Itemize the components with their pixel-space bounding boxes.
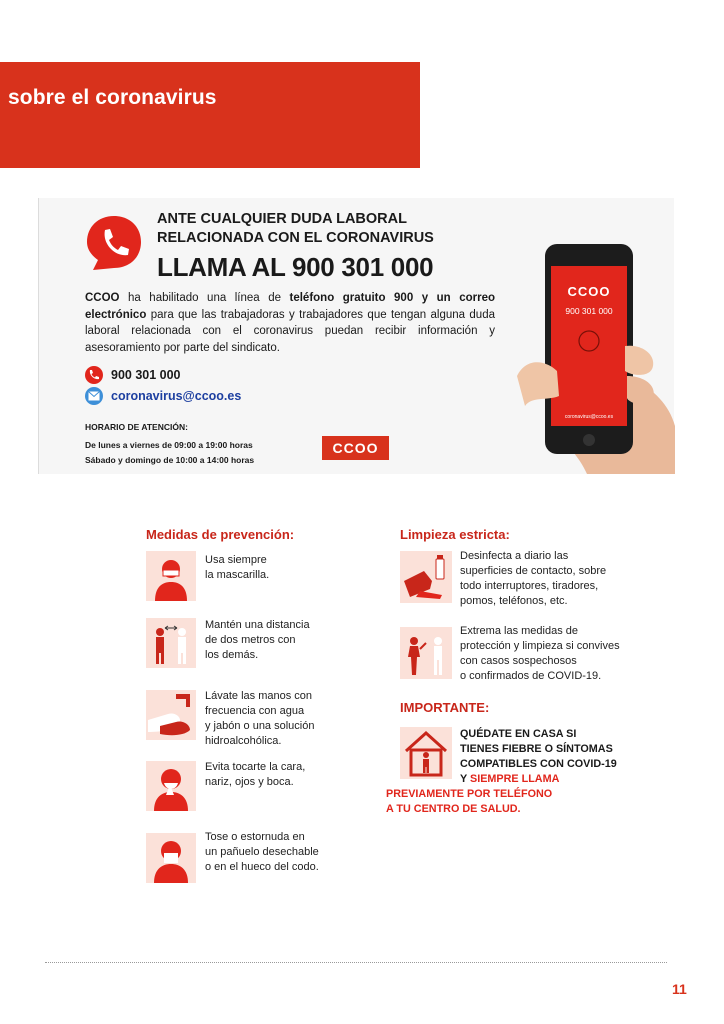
- contact-email[interactable]: coronavirus@ccoo.es: [85, 387, 241, 405]
- call-number-heading: LLAMA AL 900 301 000: [157, 252, 434, 282]
- cough-tissue-icon: [146, 833, 196, 883]
- phone-speech-bubble-icon: [85, 214, 143, 272]
- distance-icon: [146, 618, 196, 668]
- email-icon: [85, 387, 103, 405]
- prevention-item-5: Tose o estornuda en un pañuelo desechable o en el hueco del codo.: [205, 831, 319, 873]
- section-banner: [0, 62, 420, 168]
- prevention-item-1: Usa siempre la mascarilla.: [205, 554, 270, 581]
- info-heading: ANTE CUALQUIER DUDA LABORAL RELACIONADA CON EL CORONAVIRUS: [157, 211, 434, 246]
- svg-text:CCOO: CCOO: [567, 284, 611, 299]
- important-text-call: PREVIAMENTE POR TELÉFONO A TU CENTRO DE SALUD.: [386, 788, 553, 815]
- mask-person-icon: [146, 551, 196, 601]
- cleaning-item-1: Desinfecta a diario las superficies de contacto, sobre todo interruptores, tiradores, pomos, teléfonos, etc.: [460, 550, 607, 607]
- no-touch-face-icon: [146, 761, 196, 811]
- svg-text:900 301 000: 900 301 000: [565, 306, 613, 316]
- people-protection-icon: [400, 627, 452, 679]
- info-panel: [38, 198, 674, 474]
- important-text-main: QUÉDATE EN CASA SI TIENES FIEBRE O SÍNTOMAS COMPATIBLES CON COVID-19 Y SIEMPRE LLAMA: [460, 728, 617, 785]
- svg-text:coronavirus@ccoo.es: coronavirus@ccoo.es: [564, 414, 614, 420]
- page-number: 11: [672, 981, 687, 997]
- cleaning-item-2: Extrema las medidas de protección y limpieza si convives con casos sospechosos o confirmados de COVID-19.: [460, 625, 620, 682]
- prevention-item-4: Evita tocarte la cara, nariz, ojos y boca.: [205, 761, 306, 788]
- phone-icon: [85, 366, 103, 384]
- info-description: CCOO ha habilitado una línea de teléfono gratuito 900 y un correo electrónico para que las trabajadoras y trabajadores que tengan alguna duda laboral relacionada con el coronavirus puedan recibir información y asesoramiento por parte del sindicato.: [85, 292, 495, 354]
- banner-title: sobre el coronavirus: [8, 86, 217, 109]
- disinfect-icon: [400, 551, 452, 603]
- prevention-item-3: Lávate las manos con frecuencia con agua y jabón o una solución hidroalcohólica.: [205, 690, 315, 747]
- ccoo-logo: [322, 436, 389, 460]
- opening-hours: HORARIO DE ATENCIÓN: De lunes a viernes de 09:00 a 19:00 horas Sábado y domingo de 10:00 a 14:00 horas: [85, 422, 255, 465]
- house-stay-home-icon: [400, 727, 452, 779]
- cleaning-title: Limpieza estricta:: [400, 527, 510, 542]
- svg-text:CCOO: CCOO: [332, 440, 379, 456]
- phone-in-hand-illustration: [517, 226, 675, 474]
- prevention-item-2: Mantén una distancia de dos metros con los demás.: [205, 619, 310, 661]
- contact-phone[interactable]: 900 301 000: [85, 366, 181, 384]
- important-title: IMPORTANTE:: [400, 700, 490, 715]
- prevention-title: Medidas de prevención:: [146, 527, 295, 542]
- footer-divider: [45, 962, 667, 963]
- handwash-icon: [146, 690, 196, 740]
